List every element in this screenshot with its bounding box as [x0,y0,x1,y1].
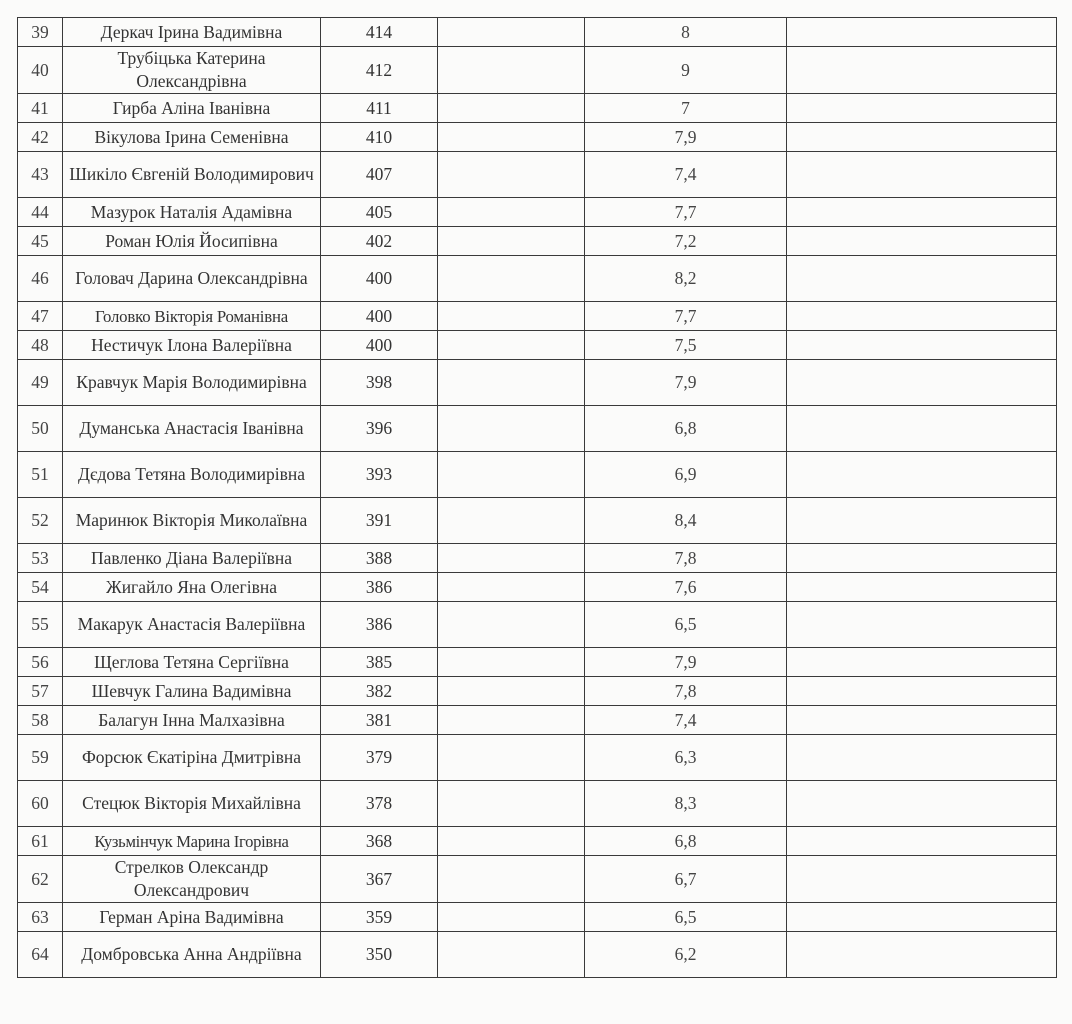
score-cell: 378 [321,781,438,827]
blank-cell [438,827,585,856]
average-grade-cell: 6,2 [585,932,787,978]
row-number-cell: 62 [18,856,63,903]
score-cell: 382 [321,677,438,706]
extra-cell [787,498,1057,544]
name-cell: Дєдова Тетяна Володимирівна [63,452,321,498]
table-row [18,932,1057,978]
score-cell: 396 [321,406,438,452]
name-cell: Герман Аріна Вадимівна [63,903,321,932]
table-row [18,123,1057,152]
score-cell: 414 [321,18,438,47]
score-cell: 393 [321,452,438,498]
table-row [18,498,1057,544]
table-row [18,152,1057,198]
blank-cell [438,932,585,978]
average-grade-cell: 6,9 [585,452,787,498]
name-cell: Деркач Ірина Вадимівна [63,18,321,47]
row-number-cell: 57 [18,677,63,706]
row-number-cell: 47 [18,302,63,331]
average-grade-cell: 7,4 [585,706,787,735]
row-number-cell: 49 [18,360,63,406]
average-grade-cell: 7,8 [585,677,787,706]
row-number-cell: 58 [18,706,63,735]
extra-cell [787,856,1057,903]
name-cell: Головач Дарина Олександрівна [63,256,321,302]
row-number-cell: 55 [18,602,63,648]
table-row [18,544,1057,573]
extra-cell [787,677,1057,706]
row-number-cell: 60 [18,781,63,827]
average-grade-cell: 7,8 [585,544,787,573]
average-grade-cell: 8,2 [585,256,787,302]
score-cell: 410 [321,123,438,152]
name-cell: Балагун Інна Малхазівна [63,706,321,735]
blank-cell [438,198,585,227]
row-number-cell: 56 [18,648,63,677]
blank-cell [438,123,585,152]
average-grade-cell: 7,9 [585,123,787,152]
extra-cell [787,706,1057,735]
name-cell: Павленко Діана Валеріївна [63,544,321,573]
average-grade-cell: 8 [585,18,787,47]
average-grade-cell: 7 [585,94,787,123]
blank-cell [438,856,585,903]
extra-cell [787,331,1057,360]
table-row [18,302,1057,331]
average-grade-cell: 6,8 [585,406,787,452]
row-number-cell: 63 [18,903,63,932]
blank-cell [438,18,585,47]
blank-cell [438,706,585,735]
extra-cell [787,544,1057,573]
row-number-cell: 51 [18,452,63,498]
table-row [18,452,1057,498]
extra-cell [787,406,1057,452]
name-cell: Щеглова Тетяна Сергіївна [63,648,321,677]
name-cell: Мазурок Наталія Адамівна [63,198,321,227]
blank-cell [438,47,585,94]
name-cell: Стрелков Олександр Олександрович [63,856,321,903]
table-row [18,94,1057,123]
average-grade-cell: 6,3 [585,735,787,781]
table-row [18,856,1057,903]
score-cell: 388 [321,544,438,573]
blank-cell [438,331,585,360]
blank-cell [438,903,585,932]
blank-cell [438,677,585,706]
table-row [18,360,1057,406]
score-cell: 405 [321,198,438,227]
row-number-cell: 64 [18,932,63,978]
name-cell: Жигайло Яна Олегівна [63,573,321,602]
table-row [18,573,1057,602]
extra-cell [787,18,1057,47]
blank-cell [438,152,585,198]
row-number-cell: 52 [18,498,63,544]
blank-cell [438,302,585,331]
score-cell: 386 [321,602,438,648]
name-cell: Кравчук Марія Володимирівна [63,360,321,406]
extra-cell [787,360,1057,406]
extra-cell [787,903,1057,932]
average-grade-cell: 7,7 [585,198,787,227]
extra-cell [787,735,1057,781]
table-row [18,827,1057,856]
name-cell: Кузьмінчук Марина Ігорівна [63,827,321,856]
table-row [18,406,1057,452]
blank-cell [438,452,585,498]
score-cell: 359 [321,903,438,932]
name-cell: Головко Вікторія Романівна [63,302,321,331]
score-cell: 385 [321,648,438,677]
row-number-cell: 44 [18,198,63,227]
name-cell: Шикіло Євгеній Володимирович [63,152,321,198]
score-cell: 400 [321,256,438,302]
score-cell: 400 [321,302,438,331]
table-row [18,602,1057,648]
average-grade-cell: 6,7 [585,856,787,903]
score-cell: 381 [321,706,438,735]
table-row [18,227,1057,256]
row-number-cell: 39 [18,18,63,47]
average-grade-cell: 6,5 [585,903,787,932]
row-number-cell: 40 [18,47,63,94]
extra-cell [787,152,1057,198]
blank-cell [438,648,585,677]
extra-cell [787,932,1057,978]
table-row [18,256,1057,302]
score-cell: 368 [321,827,438,856]
blank-cell [438,360,585,406]
table-row [18,735,1057,781]
blank-cell [438,573,585,602]
score-cell: 391 [321,498,438,544]
row-number-cell: 54 [18,573,63,602]
table-row [18,331,1057,360]
score-cell: 400 [321,331,438,360]
name-cell: Макарук Анастасія Валеріївна [63,602,321,648]
row-number-cell: 45 [18,227,63,256]
table-row [18,677,1057,706]
blank-cell [438,256,585,302]
extra-cell [787,302,1057,331]
blank-cell [438,735,585,781]
row-number-cell: 53 [18,544,63,573]
blank-cell [438,94,585,123]
blank-cell [438,498,585,544]
score-cell: 386 [321,573,438,602]
blank-cell [438,406,585,452]
row-number-cell: 48 [18,331,63,360]
extra-cell [787,198,1057,227]
row-number-cell: 59 [18,735,63,781]
extra-cell [787,827,1057,856]
extra-cell [787,47,1057,94]
blank-cell [438,227,585,256]
average-grade-cell: 7,6 [585,573,787,602]
extra-cell [787,123,1057,152]
score-cell: 398 [321,360,438,406]
average-grade-cell: 9 [585,47,787,94]
extra-cell [787,452,1057,498]
average-grade-cell: 7,4 [585,152,787,198]
name-cell: Трубіцька Катерина Олександрівна [63,47,321,94]
name-cell: Стецюк Вікторія Михайлівна [63,781,321,827]
average-grade-cell: 8,4 [585,498,787,544]
name-cell: Нестичук Ілона Валеріївна [63,331,321,360]
score-cell: 379 [321,735,438,781]
score-cell: 367 [321,856,438,903]
row-number-cell: 43 [18,152,63,198]
average-grade-cell: 7,9 [585,360,787,406]
row-number-cell: 41 [18,94,63,123]
blank-cell [438,544,585,573]
blank-cell [438,602,585,648]
name-cell: Роман Юлія Йосипівна [63,227,321,256]
ranking-table [17,17,1057,978]
average-grade-cell: 6,8 [585,827,787,856]
name-cell: Маринюк Вікторія Миколаївна [63,498,321,544]
table-row [18,648,1057,677]
name-cell: Шевчук Галина Вадимівна [63,677,321,706]
score-cell: 407 [321,152,438,198]
average-grade-cell: 8,3 [585,781,787,827]
extra-cell [787,256,1057,302]
table-row [18,198,1057,227]
score-cell: 350 [321,932,438,978]
name-cell: Вікулова Ірина Семенівна [63,123,321,152]
extra-cell [787,602,1057,648]
table-row [18,903,1057,932]
extra-cell [787,573,1057,602]
extra-cell [787,648,1057,677]
table-row [18,706,1057,735]
table-row [18,18,1057,47]
ranking-table-body [18,18,1057,978]
average-grade-cell: 7,9 [585,648,787,677]
average-grade-cell: 7,5 [585,331,787,360]
extra-cell [787,781,1057,827]
average-grade-cell: 7,2 [585,227,787,256]
table-row [18,781,1057,827]
score-cell: 411 [321,94,438,123]
score-cell: 402 [321,227,438,256]
extra-cell [787,94,1057,123]
table-row [18,47,1057,94]
average-grade-cell: 7,7 [585,302,787,331]
score-cell: 412 [321,47,438,94]
extra-cell [787,227,1057,256]
name-cell: Думанська Анастасія Іванівна [63,406,321,452]
row-number-cell: 46 [18,256,63,302]
row-number-cell: 61 [18,827,63,856]
name-cell: Домбровська Анна Андріївна [63,932,321,978]
row-number-cell: 42 [18,123,63,152]
blank-cell [438,781,585,827]
name-cell: Гирба Аліна Іванівна [63,94,321,123]
row-number-cell: 50 [18,406,63,452]
name-cell: Форсюк Єкатіріна Дмитрівна [63,735,321,781]
average-grade-cell: 6,5 [585,602,787,648]
